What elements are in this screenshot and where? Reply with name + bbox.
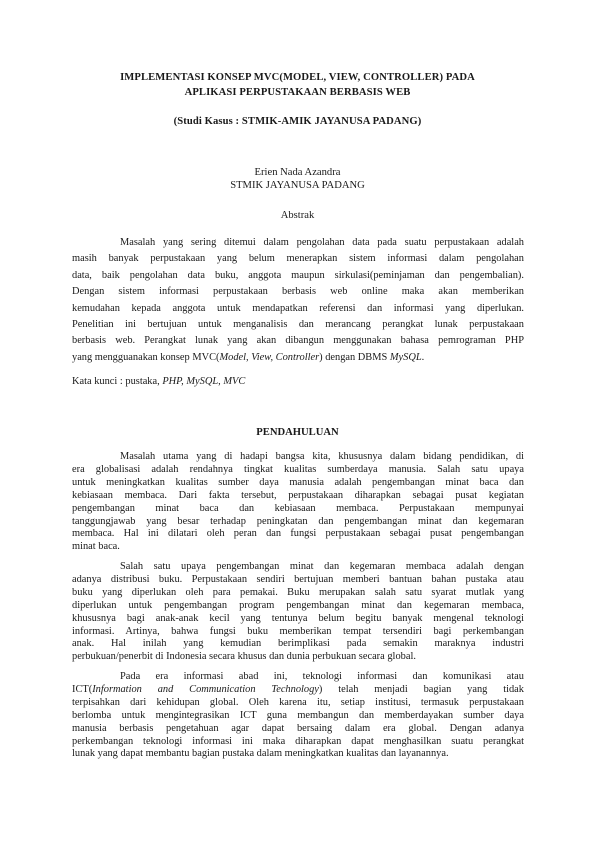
intro-line: Salah satu upaya pengembangan minat dan kegemaran membaca adalah dengan <box>120 561 524 572</box>
intro-line: membaca. Hal ini dilatari oleh peran dan fungsi perpustakaan sebagai pusat pengembangan <box>72 528 524 540</box>
ict-text: ICT( <box>72 683 93 695</box>
intro-paragraph-1 <box>72 451 524 541</box>
keywords-label: Kata kunci : pustaka, <box>72 376 163 387</box>
intro-line: Masalah utama yang di hadapi bangsa kita, khususnya dalam bidang pendidikan, di <box>120 451 524 462</box>
intro-line: kebiasaan membaca. Dari fakta tersebut, perpustakaan diharapkan sebagai pusat kegiatan <box>72 489 524 501</box>
author-name: Erien Nada Azandra <box>254 167 341 178</box>
intro-paragraph-3-end <box>72 748 524 761</box>
title-line-1: IMPLEMENTASI KONSEP MVC(MODEL, VIEW, CONTROLLER) PADA <box>120 72 475 83</box>
intro-line: Pada era informasi abad ini, teknologi informasi dan komunikasi atau <box>120 671 524 682</box>
intro-line: pengembangan minat baca dan kebiasaan membaca. Perpustakaan mempunyai <box>72 502 524 514</box>
abstract-line: berbasis web. Perangkat lunak yang akan dibangun menggunakan bahasa pemrograman PHP <box>72 335 524 347</box>
keywords <box>72 374 524 390</box>
intro-line: anak. Hal inilah yang kemudian berimplikasi pada semakin maraknya industri <box>72 638 524 650</box>
abstract-line: kemudahan kepada anggota untuk mendapatkan referensi dan informasi yang diperlukan. <box>72 302 524 314</box>
intro-line: untuk meningkatkan kualitas sumber daya manusia adalah pengembangan minat baca dan <box>72 476 524 488</box>
intro-line: lunak yang dapat membantu bagian pustaka dalam meningkatkan kualitas dan layanannya. <box>72 748 449 759</box>
mvc-term: Model, View, Controller <box>219 352 320 363</box>
abstract-text: yang mengguanakan konsep MVC( <box>72 352 220 363</box>
intro-paragraph-2 <box>72 561 524 651</box>
intro-line: perkembangan teknologi informasi ini maka diharapkan dapat menghasilkan suatu perangkat <box>72 735 524 747</box>
intro-line: terpisahkan dari kehidupan global. Oleh karena itu, setiap institusi, termasuk perpustakaan <box>72 696 524 708</box>
intro-line: buku yang diperlukan oleh para pemakai. Buku merupakan salah satu syarat mutlak yang <box>72 586 524 598</box>
author-affiliation: STMIK JAYANUSA PADANG <box>230 180 365 191</box>
intro-paragraph-3 <box>72 671 524 748</box>
abstract-line: masih banyak perpustakaan yang belum menerapkan sistem informasi dalam pengolahan <box>72 253 524 265</box>
intro-line: informasi. Artinya, bahwa fungsi buku memberikan tempat tersendiri bagi perkembangan <box>72 625 524 637</box>
abstract-line: Masalah yang sering ditemui dalam pengolahan data pada suatu perpustakaan adalah <box>120 237 524 248</box>
intro-line: adanya distribusi buku. Perpustakaan sendiri bertujuan memberi bantuan bahan pustaka atau <box>72 573 524 585</box>
case-study: (Studi Kasus : STMIK-AMIK JAYANUSA PADANG) <box>173 116 422 127</box>
title-line-2: APLIKASI PERPUSTAKAAN BERBASIS WEB <box>184 87 411 98</box>
abstract-body <box>72 235 524 350</box>
intro-line: perbukuan/penerbit di Indonesia secara khusus dan dunia perbukuan secara global. <box>72 651 416 662</box>
intro-line: khususnya bagi anak-anak kecil yang tentunya belum begitu banyak mengenal teknologi <box>72 612 524 624</box>
abstract-last-line <box>72 350 524 366</box>
keywords-terms: PHP, MySQL, MVC <box>162 376 246 387</box>
intro-line: diperlukan untuk pengembangan program pengembangan minat dan kegemaran membaca, <box>72 599 524 611</box>
intro-paragraph-1-end <box>72 541 524 554</box>
ict-term: Information and Communication Technology <box>92 683 319 695</box>
intro-line: minat baca. <box>72 541 120 552</box>
dbms-term: MySQL <box>389 352 422 363</box>
intro-paragraph-2-end <box>72 651 524 664</box>
abstract-text: ) dengan DBMS <box>319 352 390 363</box>
abstract-line: Penelitian ini bertujuan untuk menganalisis dan merancang perangkat lunak perpustakaan <box>72 319 524 331</box>
ict-text: ) telah menjadi bagian yang tidak <box>318 683 524 695</box>
section-heading: PENDAHULUAN <box>256 427 339 438</box>
abstract-line: data, baik pengolahan data buku, anggota maupun sirkulasi(peminjaman dan pengembalian). <box>72 269 524 281</box>
abstract-line: Dengan sistem informasi perpustakaan berbasis web online maka akan memberikan <box>72 286 524 298</box>
intro-line-ict <box>72 684 524 697</box>
intro-line: berlomba untuk mengintegrasikan ICT guna membangun dan memberdayakan sumber daya <box>72 709 524 721</box>
intro-line: tanggungjawab yang besar terhadap peningkatan dan pengembangan minat dan kegemaran <box>72 515 524 527</box>
intro-line: manusia berbasis pengetahuan agar dapat bersaing dalam era global. Dengan adanya <box>72 722 524 734</box>
abstract-text: . <box>421 352 425 363</box>
paper-title <box>60 70 535 100</box>
intro-line: era globalisasi adalah rendahnya tingkat kualitas sumberdaya manusia. Salah satu upaya <box>72 463 524 475</box>
abstract-heading: Abstrak <box>280 210 315 221</box>
